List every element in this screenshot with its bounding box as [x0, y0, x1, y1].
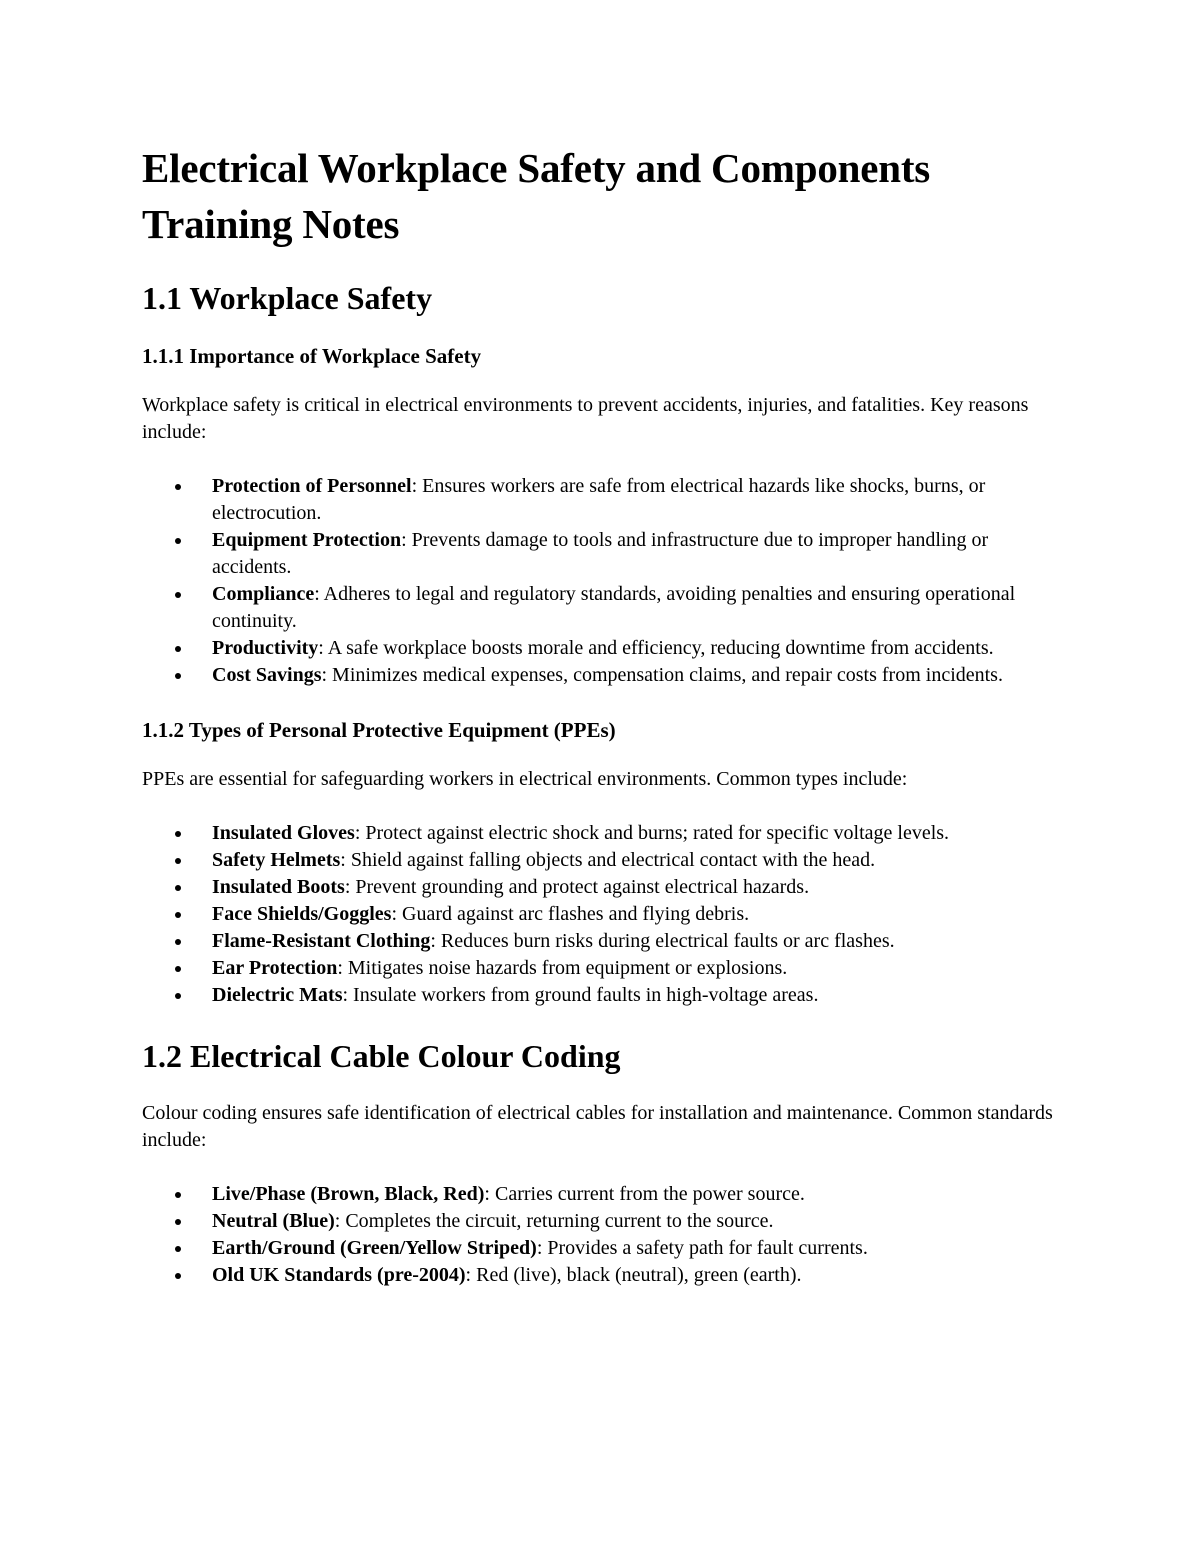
paragraph-ppe-intro: PPEs are essential for safeguarding workers in electrical environments. Common types include:	[142, 768, 908, 790]
document-page	[142, 140, 1062, 1316]
list-item-term: Face Shields/Goggles	[212, 903, 392, 925]
list-item-term: Earth/Ground (Green/Yellow Striped)	[212, 1237, 537, 1259]
list-item	[142, 847, 1062, 874]
ppe-list	[142, 820, 1062, 1009]
subsection-heading-importance: 1.1.1 Importance of Workplace Safety	[142, 344, 482, 368]
list-item-term: Old UK Standards (pre-2004)	[212, 1264, 466, 1286]
list-item	[142, 955, 1062, 982]
list-item	[142, 1208, 1062, 1235]
list-item-term: Neutral (Blue)	[212, 1210, 335, 1232]
list-item-text: : Protect against electric shock and burns; rated for specific voltage levels.	[354, 822, 950, 844]
list-item	[142, 1235, 1062, 1262]
list-item-text: : Provides a safety path for fault currents.	[536, 1237, 868, 1259]
list-item-text: : Mitigates noise hazards from equipment or explosions.	[337, 957, 788, 979]
list-item	[142, 901, 1062, 928]
list-item-text: : Shield against falling objects and electrical contact with the head.	[340, 849, 876, 871]
subsection-heading-ppe-types: 1.1.2 Types of Personal Protective Equipment (PPEs)	[142, 718, 616, 742]
list-item-text: : Guard against arc flashes and flying debris.	[391, 903, 750, 925]
list-item-term: Cost Savings	[212, 664, 322, 686]
section-heading-cable-colour-coding: 1.2 Electrical Cable Colour Coding	[142, 1038, 621, 1074]
list-item-text: : Carries current from the power source.	[484, 1183, 805, 1205]
list-item	[142, 874, 1062, 901]
list-item-term: Productivity	[212, 637, 319, 659]
list-item-text: : Insulate workers from ground faults in high-voltage areas.	[342, 984, 819, 1006]
list-item	[142, 473, 1062, 527]
list-item-term: Protection of Personnel	[212, 475, 412, 497]
list-item-term: Safety Helmets	[212, 849, 341, 871]
list-item	[142, 982, 1062, 1009]
list-item-term: Dielectric Mats	[212, 984, 343, 1006]
list-item-text: : Adheres to legal and regulatory standards, avoiding penalties and ensuring operational continuity.	[212, 583, 1016, 632]
list-item-text: : Red (live), black (neutral), green (earth).	[465, 1264, 802, 1286]
list-item	[142, 662, 1062, 689]
list-item	[142, 820, 1062, 847]
list-item-term: Ear Protection	[212, 957, 338, 979]
document-title: Electrical Workplace Safety and Components Training Notes	[142, 145, 931, 247]
paragraph-importance-intro: Workplace safety is critical in electrical environments to prevent accidents, injuries, and fatalities. Key reasons include:	[142, 394, 1029, 443]
list-item	[142, 527, 1062, 581]
importance-list	[142, 473, 1062, 689]
list-item	[142, 928, 1062, 955]
list-item-text: : A safe workplace boosts morale and efficiency, reducing downtime from accidents.	[318, 637, 994, 659]
list-item-text: : Reduces burn risks during electrical faults or arc flashes.	[430, 930, 895, 952]
list-item-term: Insulated Gloves	[212, 822, 355, 844]
colour-coding-list	[142, 1181, 1062, 1289]
list-item-text: : Minimizes medical expenses, compensation claims, and repair costs from incidents.	[321, 664, 1003, 686]
list-item-term: Insulated Boots	[212, 876, 345, 898]
list-item-term: Live/Phase (Brown, Black, Red)	[212, 1183, 485, 1205]
list-item-text: : Prevents damage to tools and infrastructure due to improper handling or accidents.	[212, 529, 989, 578]
list-item	[142, 635, 1062, 662]
list-item-text: : Completes the circuit, returning current to the source.	[334, 1210, 774, 1232]
list-item	[142, 581, 1062, 635]
section-heading-workplace-safety: 1.1 Workplace Safety	[142, 280, 433, 316]
list-item-term: Equipment Protection	[212, 529, 402, 551]
list-item-text: : Ensures workers are safe from electrical hazards like shocks, burns, or electrocution.	[212, 475, 986, 524]
paragraph-colour-coding-intro: Colour coding ensures safe identification of electrical cables for installation and maintenance. Common standards include:	[142, 1102, 1053, 1151]
list-item-text: : Prevent grounding and protect against electrical hazards.	[344, 876, 810, 898]
list-item	[142, 1181, 1062, 1208]
list-item-term: Compliance	[212, 583, 315, 605]
list-item	[142, 1262, 1062, 1289]
list-item-term: Flame-Resistant Clothing	[212, 930, 431, 952]
